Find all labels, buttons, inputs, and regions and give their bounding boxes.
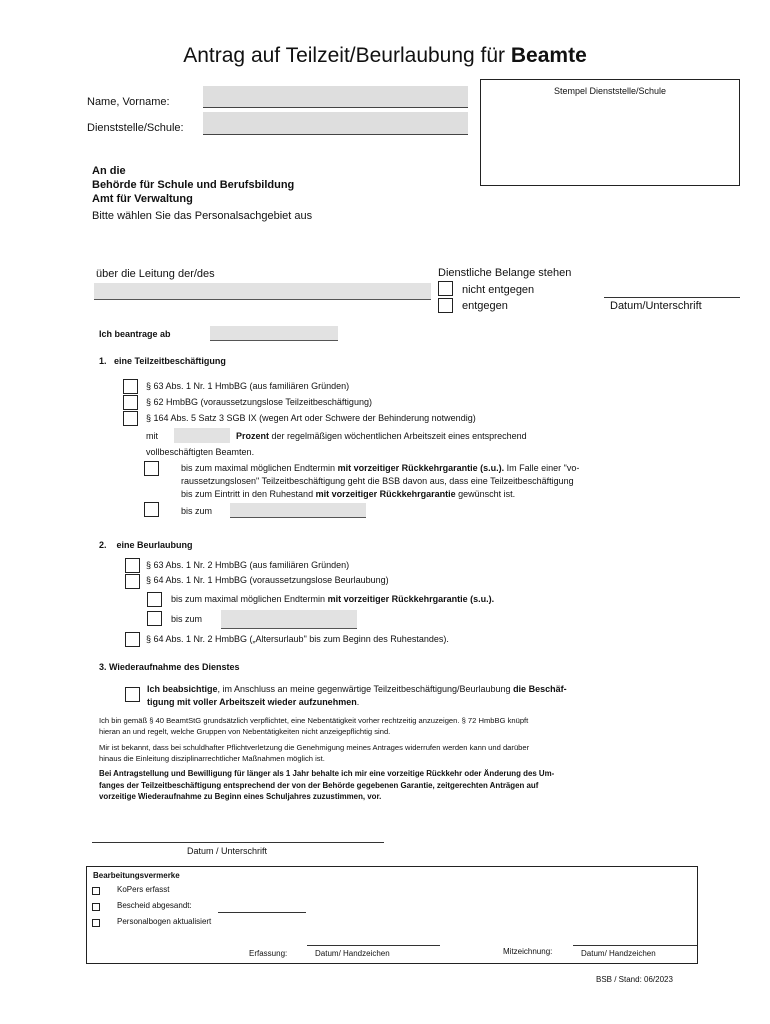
section2-heading: 2. eine Beurlaubung (99, 540, 193, 550)
s3-text-e: . (356, 697, 360, 707)
legal-p3b: fanges der Teilzeitbeschäftigung entsprechend der von der Behörde gegebenen Garantie, zeitgerechten Anträgen auf (99, 780, 539, 790)
name-field[interactable] (203, 86, 468, 108)
s3-text-d: tigung mit voller Arbeitszeit wieder aufzunehmen (147, 697, 357, 707)
s1-prozent: Prozent (236, 431, 270, 441)
mitzeichnung-datum: Datum/ Handzeichen (581, 949, 656, 958)
routing-signature-line (604, 297, 740, 298)
legal-p2a: Mir ist bekannt, dass bei schuldhafter Pflichtverletzung die Genehmigung meines Antrages widerrufen werden kann und darüber (99, 743, 530, 752)
legal-p3a: Bei Antragstellung und Bewilligung für länger als 1 Jahr behalte ich mir eine vorzeitige Rückkehr oder Änderung des Um- (99, 769, 555, 778)
proc-item2-line (218, 912, 306, 913)
erfassung-label: Erfassung: (249, 949, 288, 958)
routing-signature-label: Datum/Unterschrift (610, 300, 702, 312)
s1-endtermin-line1 (181, 463, 579, 473)
erfassung-line (307, 945, 440, 946)
s1-endtermin-line3 (181, 489, 515, 499)
s2-opt3-label: § 64 Abs. 1 Nr. 2 HmbBG („Altersurlaub" bis zum Beginn des Ruhestandes). (146, 634, 449, 644)
address-line3: Amt für Verwaltung (92, 193, 193, 205)
proc-item2-checkbox[interactable] (92, 903, 100, 911)
s2-biszum-label: bis zum (171, 614, 203, 624)
s1-biszum-checkbox[interactable] (144, 502, 159, 517)
name-label: Name, Vorname: (87, 96, 170, 108)
s1-opt3-label: § 164 Abs. 5 Satz 3 SGB IX (wegen Art oder Schwere der Behinderung notwendig) (146, 413, 476, 423)
dienststelle-label: Dienststelle/Schule: (87, 122, 184, 134)
page-title (0, 44, 770, 68)
opposed-label: entgegen (462, 300, 508, 312)
request-label: Ich beantrage ab (99, 329, 171, 339)
mitzeichnung-label: Mitzeichnung: (503, 947, 553, 956)
mitzeichnung-line (573, 945, 697, 946)
title-bold: Beamte (510, 44, 587, 67)
not-opposed-checkbox[interactable] (438, 281, 453, 296)
proc-item3-label: Personalbogen aktualisiert (117, 917, 212, 926)
s3-line1 (147, 684, 567, 694)
s1-endtermin-checkbox[interactable] (144, 461, 159, 476)
processing-title: Bearbeitungsvermerke (93, 871, 180, 880)
s1-opt1-label: § 63 Abs. 1 Nr. 1 HmbBG (aus familiären Gründen) (146, 381, 350, 391)
s1-opt2-checkbox[interactable] (123, 395, 138, 410)
stamp-label: Stempel Dienststelle/Schule (553, 86, 667, 96)
belange-label: Dienstliche Belange stehen (438, 267, 572, 279)
s2-end-b: mit vorzeitiger Rückkehrgarantie (s.u.). (327, 594, 495, 604)
erfassung-datum: Datum/ Handzeichen (315, 949, 390, 958)
s2-opt1-label: § 63 Abs. 1 Nr. 2 HmbBG (aus familiären Gründen) (146, 560, 350, 570)
s1-end1-a: bis zum maximal möglichen Endtermin (181, 463, 338, 473)
proc-item3-checkbox[interactable] (92, 919, 100, 927)
request-date-field[interactable] (210, 326, 338, 341)
s2-opt2-label: § 64 Abs. 1 Nr. 1 HmbBG (voraussetzungslose Beurlaubung) (146, 575, 389, 585)
s1-opt2-label: § 62 HmbBG (voraussetzungslose Teilzeitbeschäftigung) (146, 397, 372, 407)
legal-p2 (99, 742, 529, 764)
legal-p3 (99, 768, 554, 803)
s1-end1-f: mit vorzeitiger Rückkehrgarantie (315, 489, 456, 499)
s3-text-a: Ich beabsichtige (147, 684, 218, 694)
legal-p3c: vorzeitige Wiederaufnahme zu Beginn eines Schuljahres zuzustimmen, vor. (99, 792, 382, 801)
s2-endtermin-label (171, 594, 494, 604)
not-opposed-label: nicht entgegen (462, 284, 535, 296)
s1-opt3-checkbox[interactable] (123, 411, 138, 426)
section1-heading: 1. eine Teilzeitbeschäftigung (99, 356, 226, 366)
s3-text-c: die Beschäf- (513, 684, 567, 694)
proc-item2-label: Bescheid abgesandt: (117, 901, 192, 910)
s2-biszum-checkbox[interactable] (147, 611, 162, 626)
footer-stand: BSB / Stand: 06/2023 (596, 975, 673, 984)
section3-heading: 3. Wiederaufnahme des Dienstes (99, 662, 240, 672)
opposed-checkbox[interactable] (438, 298, 453, 313)
via-field[interactable] (94, 283, 431, 300)
s1-rest1: der regelmäßigen wöchentlichen Arbeitszeit eines entsprechend (269, 431, 527, 441)
address-line2: Behörde für Schule und Berufsbildung (92, 179, 295, 191)
legal-p1b: hieran an und regelt, welche Gruppen von Nebentätigkeiten nicht anzeigepflichtig sind. (99, 727, 391, 736)
address-line1: An die (92, 165, 126, 177)
s2-opt3-checkbox[interactable] (125, 632, 140, 647)
s2-opt1-checkbox[interactable] (125, 558, 140, 573)
address-hint: Bitte wählen Sie das Personalsachgebiet aus (92, 210, 313, 222)
s2-endtermin-checkbox[interactable] (147, 592, 162, 607)
signature-line (92, 842, 384, 843)
s1-end1-c: Im Falle einer "vo- (504, 463, 580, 473)
proc-item1-checkbox[interactable] (92, 887, 100, 895)
s1-end1-g: gewünscht ist. (455, 489, 516, 499)
s2-opt2-checkbox[interactable] (125, 574, 140, 589)
proc-item1-label: KoPers erfasst (117, 885, 170, 894)
s3-text-b: , im Anschluss an meine gegenwärtige Teilzeitbeschäftigung/Beurlaubung (217, 684, 514, 694)
legal-p1 (99, 715, 528, 737)
s1-percent-field[interactable] (174, 428, 230, 443)
s2-biszum-field[interactable] (221, 610, 357, 629)
s3-line2 (147, 697, 359, 707)
title-main: Antrag auf Teilzeit/Beurlaubung für (183, 44, 511, 67)
s1-end1-b: mit vorzeitiger Rückkehrgarantie (s.u.). (337, 463, 505, 473)
s1-mit-label: mit (146, 431, 158, 441)
s1-rest2: vollbeschäftigten Beamten. (146, 447, 255, 457)
signature-label: Datum / Unterschrift (187, 846, 268, 856)
s1-endtermin-line2: raussetzungslosen" Teilzeitbeschäftigung geht die BSB davon aus, dass eine Teilzeitbeschäftigung (181, 476, 574, 486)
s1-percent-text (236, 431, 527, 441)
s3-checkbox[interactable] (125, 687, 140, 702)
legal-p1a: Ich bin gemäß § 40 BeamtStG grundsätzlich verpflichtet, eine Nebentätigkeit vorher rechtzeitig anzuzeigen. § 72 HmbBG knüpft (99, 716, 529, 725)
legal-p2b: hinaus die Einleitung disziplinarrechtlicher Maßnahmen möglich ist. (99, 754, 325, 763)
via-label: über die Leitung der/des (96, 268, 215, 280)
s1-opt1-checkbox[interactable] (123, 379, 138, 394)
s1-end1-e: bis zum Eintritt in den Ruhestand (181, 489, 316, 499)
dienststelle-field[interactable] (203, 112, 468, 135)
s2-end-a: bis zum maximal möglichen Endtermin (171, 594, 328, 604)
s1-biszum-label: bis zum (181, 506, 213, 516)
s1-biszum-field[interactable] (230, 503, 366, 518)
